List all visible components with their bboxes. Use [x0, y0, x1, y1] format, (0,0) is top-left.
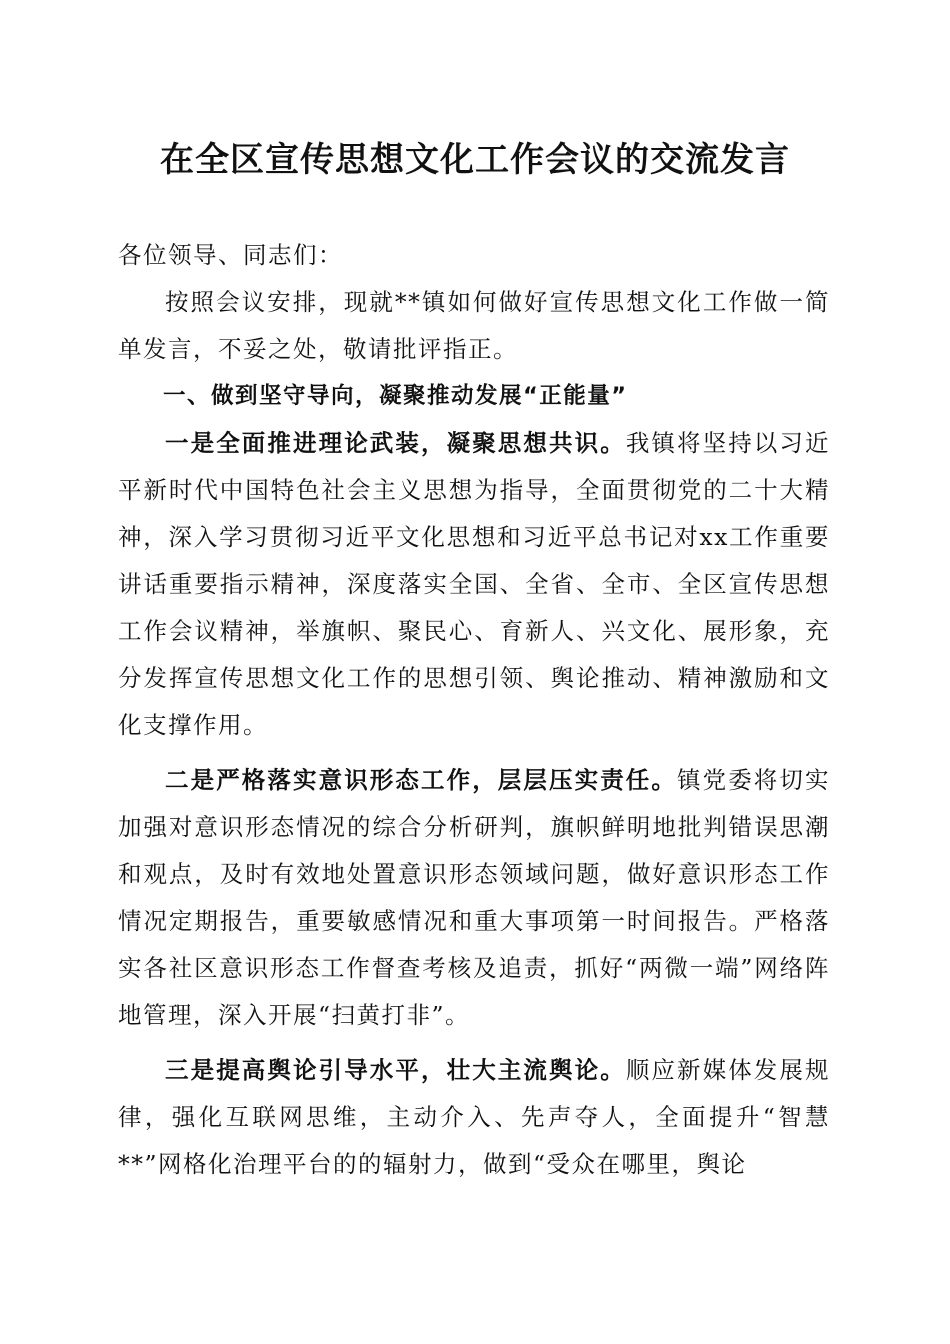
intro-paragraph: 按照会议安排，现就**镇如何做好宣传思想文化工作做一简单发言，不妥之处，敬请批评指正。: [118, 288, 830, 363]
paragraph-1-lead: 一是全面推进理论武装，凝聚思想共识。: [165, 429, 626, 457]
document-body: [118, 232, 830, 1188]
salutation: 各位领导、同志们：: [118, 241, 343, 269]
paragraph-2-lead: 二是严格落实意识形态工作，层层压实责任。: [165, 766, 677, 794]
paragraph-3-text: 顺应新媒体发展规律，强化互联网思维，主动介入、先声夺人，全面提升“智慧**”网格化治理平台的的辐射力，做到“受众在哪里，舆论: [118, 1056, 831, 1178]
section-heading-1: 一、做到坚守导向，凝聚推动发展“正能量”: [163, 383, 628, 409]
paragraph-3: [118, 1047, 830, 1188]
paragraph-3-lead: 三是提高舆论引导水平，壮大主流舆论。: [165, 1056, 626, 1084]
paragraph-1: [118, 420, 830, 749]
paragraph-2-text: 镇党委将切实加强对意识形态情况的综合分析研判，旗帜鲜明地批判错误思潮和观点，及时有效地处置意识形态领域问题，做好意识形态工作情况定期报告，重要敏感情况和重大事项第一时间报告。严格落实各社区意识形态工作督查考核及追责，抓好“两微一端”网络阵地管理，深入开展“扫黄打非”。: [118, 766, 830, 1029]
document-title: 在全区宣传思想文化工作会议的交流发言: [160, 140, 790, 180]
paragraph-1-text: 我镇将坚持以习近平新时代中国特色社会主义思想为指导，全面贯彻党的二十大精神，深入学习贯彻习近平文化思想和习近平总书记对xx工作重要讲话重要指示精神，深度落实全国、全省、全市、全区宣传思想工作会议精神，举旗帜、聚民心、育新人、兴文化、展形象，充分发挥宣传思想文化工作的思想引领、舆论推动、精神激励和文化支撑作用。: [118, 429, 831, 739]
paragraph-2: [118, 757, 830, 1039]
